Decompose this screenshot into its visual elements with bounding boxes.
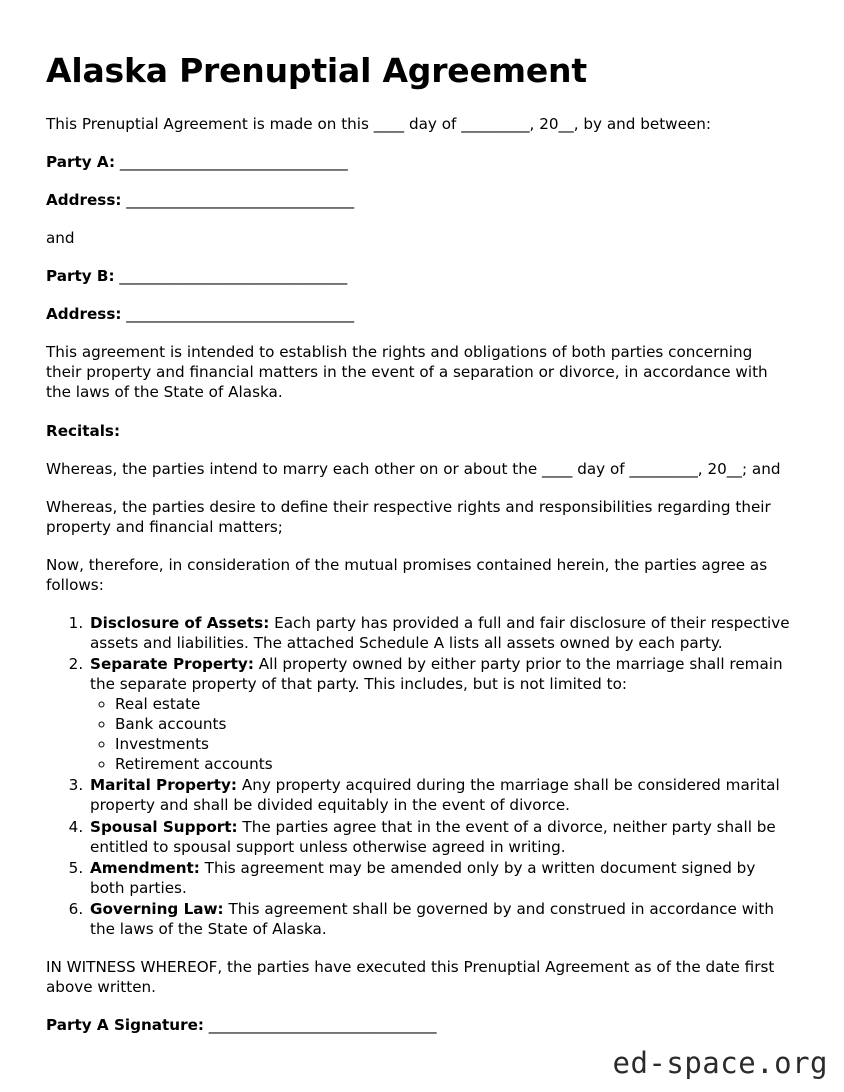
- list-item: ◦ Real estate: [115, 694, 790, 714]
- party-a-signature-field: [46, 1015, 790, 1035]
- party-b-blank[interactable]: ______________________________: [119, 267, 348, 286]
- conjunction-and: and: [46, 229, 75, 248]
- witness-clause: IN WITNESS WHEREOF, the parties have executed this Prenuptial Agreement as of the date first above written.: [46, 957, 775, 996]
- term-label: Marital Property:: [90, 776, 238, 795]
- party-a-address-label: Address:: [46, 191, 122, 210]
- list-item: ◦ Retirement accounts: [115, 754, 790, 774]
- term-label: Separate Property:: [90, 655, 254, 673]
- list-item: [88, 654, 790, 774]
- purpose-paragraph: This agreement is intended to establish the rights and obligations of both parties concerning their property and financial matters in the event of a separation or divorce, in accordance with the laws of the State of Alaska.: [46, 343, 768, 402]
- party-b-address-field: [46, 304, 790, 324]
- party-b-field: [46, 266, 790, 286]
- term-text: The parties agree that in the event of a divorce, neither party shall be entitled to spousal support unless otherwise agreed in writing.: [90, 817, 776, 856]
- term-text: All property owned by either party prior to the marriage shall remain the separate property of that party. This includes, but is not limited to:: [90, 655, 783, 694]
- party-a-blank[interactable]: ______________________________: [119, 153, 348, 171]
- list-item: ◦ Investments: [115, 734, 790, 754]
- list-item: [88, 775, 790, 815]
- list-item: [88, 899, 790, 939]
- term-label: Spousal Support:: [90, 817, 238, 836]
- list-item: [88, 817, 790, 857]
- separate-property-sublist: [90, 694, 790, 774]
- list-item: ◦ Bank accounts: [115, 714, 790, 734]
- watermark-text: ed-space.org: [612, 1046, 828, 1080]
- term-label: Disclosure of Assets:: [90, 613, 270, 632]
- party-a-signature-label: Party A Signature:: [46, 1016, 204, 1034]
- now-therefore-paragraph: Now, therefore, in consideration of the mutual promises contained herein, the parties agree as follows:: [46, 555, 768, 594]
- list-item: [88, 613, 790, 653]
- party-b-label: Party B:: [46, 267, 115, 286]
- recitals-heading: Recitals:: [46, 421, 121, 440]
- term-label: Amendment:: [90, 858, 200, 877]
- intro-paragraph: This Prenuptial Agreement is made on this ____ day of _________, 20__, by and between:: [46, 114, 712, 133]
- party-a-address-field: [46, 190, 790, 210]
- terms-list: [46, 613, 790, 939]
- term-text: This agreement may be amended only by a written document signed by both parties.: [90, 858, 756, 897]
- term-text: Each party has provided a full and fair disclosure of their respective assets and liabilities. The attached Schedule A lists all assets owned by each party.: [90, 613, 790, 652]
- term-text: Any property acquired during the marriage shall be considered marital property and shall be divided equitably in the event of divorce.: [90, 776, 780, 815]
- list-item: [88, 858, 790, 898]
- whereas-clause-2: Whereas, the parties desire to define their respective rights and responsibilities regarding their property and financial matters;: [46, 497, 771, 536]
- party-a-field: [46, 152, 790, 172]
- party-a-signature-blank[interactable]: ______________________________: [208, 1016, 437, 1034]
- party-b-address-label: Address:: [46, 305, 122, 324]
- page-title: Alaska Prenuptial Agreement: [46, 51, 587, 90]
- whereas-clause-1: Whereas, the parties intend to marry each other on or about the ____ day of _________, 20__; and: [46, 459, 781, 478]
- party-a-address-blank[interactable]: ______________________________: [126, 191, 355, 210]
- party-b-address-blank[interactable]: ______________________________: [126, 305, 355, 324]
- term-text: This agreement shall be governed by and construed in accordance with the laws of the State of Alaska.: [90, 899, 774, 938]
- party-a-label: Party A:: [46, 153, 116, 171]
- term-label: Governing Law:: [90, 899, 224, 918]
